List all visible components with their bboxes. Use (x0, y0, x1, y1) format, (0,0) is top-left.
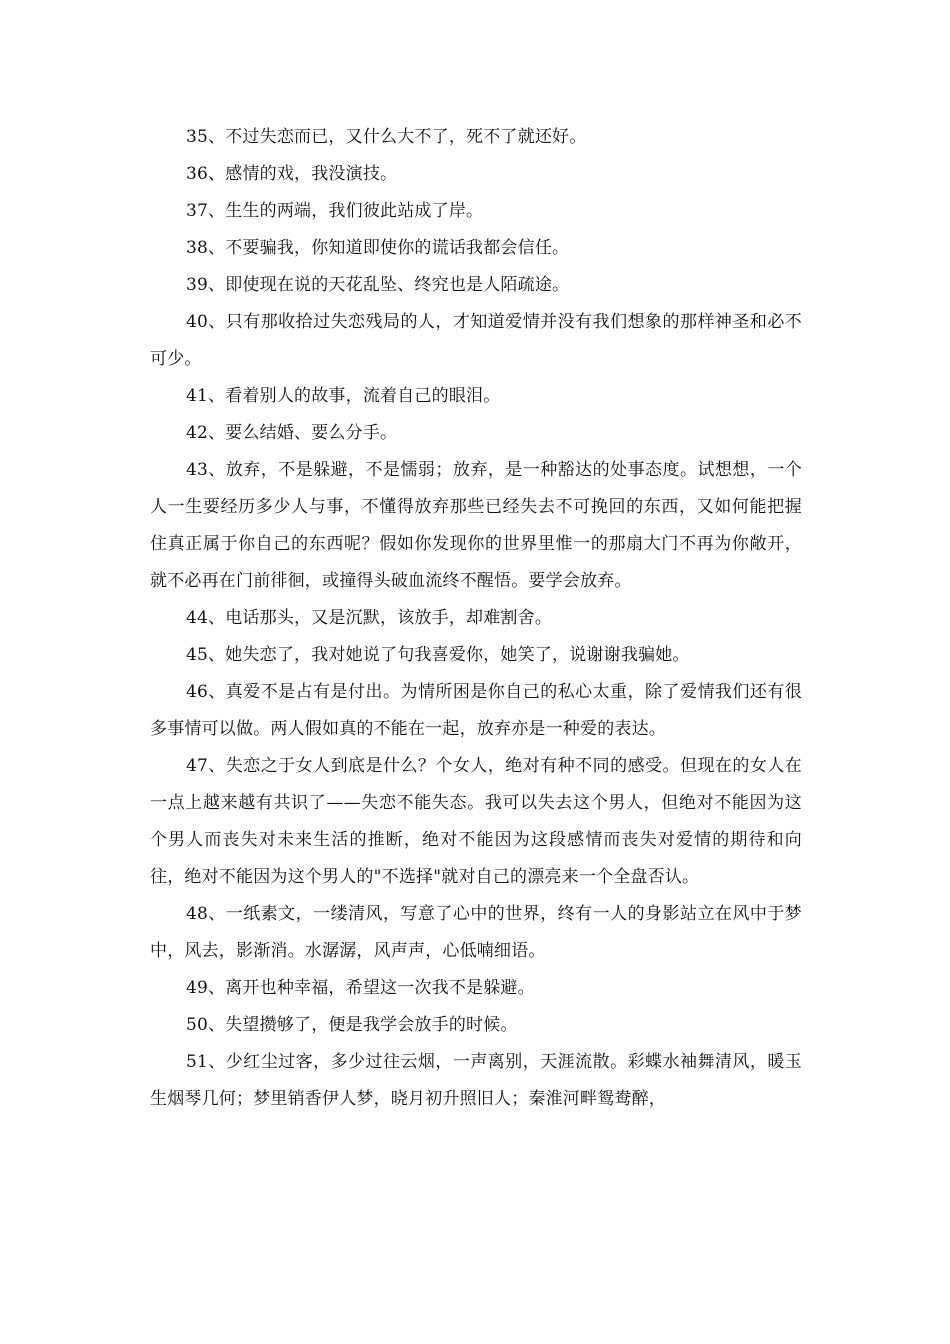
paragraph-49: 49、离开也种幸福，希望这一次我不是躲避。 (186, 978, 535, 998)
paragraph-37: 37、生生的两端，我们彼此站成了岸。 (186, 201, 484, 221)
paragraph-40: 40、只有那收拾过失恋残局的人，才知道爱情并没有我们想象的那样神圣和必不可少。 (150, 312, 802, 369)
paragraph-36: 36、感情的戏，我没演技。 (186, 164, 398, 184)
paragraph-51: 51、少红尘过客，多少过往云烟，一声离别，天涯流散。彩蝶水袖舞清风，暖玉生烟琴几何；梦里销香伊人梦，晓月初升照旧人；秦淮河畔鸳鸯醉， (150, 1052, 802, 1109)
paragraph-47: 47、失恋之于女人到底是什么？个女人，绝对有种不同的感受。但现在的女人在一点上越来越有共识了——失恋不能失态。我可以失去这个男人，但绝对不能因为这个男人而丧失对未来生活的推断，绝对不能因为这段感情而丧失对爱情的期待和向往，绝对不能因为这个男人的"不选择"就对自己的漂亮来一个全盘否认。 (150, 756, 802, 887)
paragraph-38: 38、不要骗我，你知道即使你的谎话我都会信任。 (186, 238, 570, 258)
paragraph-41: 41、看着别人的故事，流着自己的眼泪。 (186, 386, 501, 406)
paragraph-50: 50、失望攒够了，便是我学会放手的时候。 (186, 1015, 518, 1035)
paragraph-43: 43、放弃，不是躲避，不是懦弱；放弃，是一种豁达的处事态度。试想想，一个人一生要经历多少人与事，不懂得放弃那些已经失去不可挽回的东西，又如何能把握住真正属于你自己的东西呢？假如你发现你的世界里惟一的那扇大门不再为你敞开，就不必再在门前徘徊，或撞得头破血流终不醒悟。要学会放弃。 (150, 460, 802, 591)
paragraph-46: 46、真爱不是占有是付出。为情所困是你自己的私心太重，除了爱情我们还有很多事情可以做。两人假如真的不能在一起，放弃亦是一种爱的表达。 (150, 682, 802, 739)
paragraph-42: 42、要么结婚、要么分手。 (186, 423, 398, 443)
paragraph-45: 45、她失恋了，我对她说了句我喜爱你，她笑了，说谢谢我骗她。 (186, 645, 690, 665)
paragraph-35: 35、不过失恋而已，又什么大不了，死不了就还好。 (186, 127, 587, 147)
document-body (150, 119, 802, 1118)
paragraph-39: 39、即使现在说的天花乱坠、终究也是人陌疏途。 (186, 275, 570, 295)
paragraph-44: 44、电话那头，又是沉默，该放手，却难割舍。 (186, 608, 553, 628)
paragraph-48: 48、一纸素文，一缕清风，写意了心中的世界，终有一人的身影站立在风中于梦中，风去，影渐消。水潺潺，风声声，心低喃细语。 (150, 904, 802, 961)
